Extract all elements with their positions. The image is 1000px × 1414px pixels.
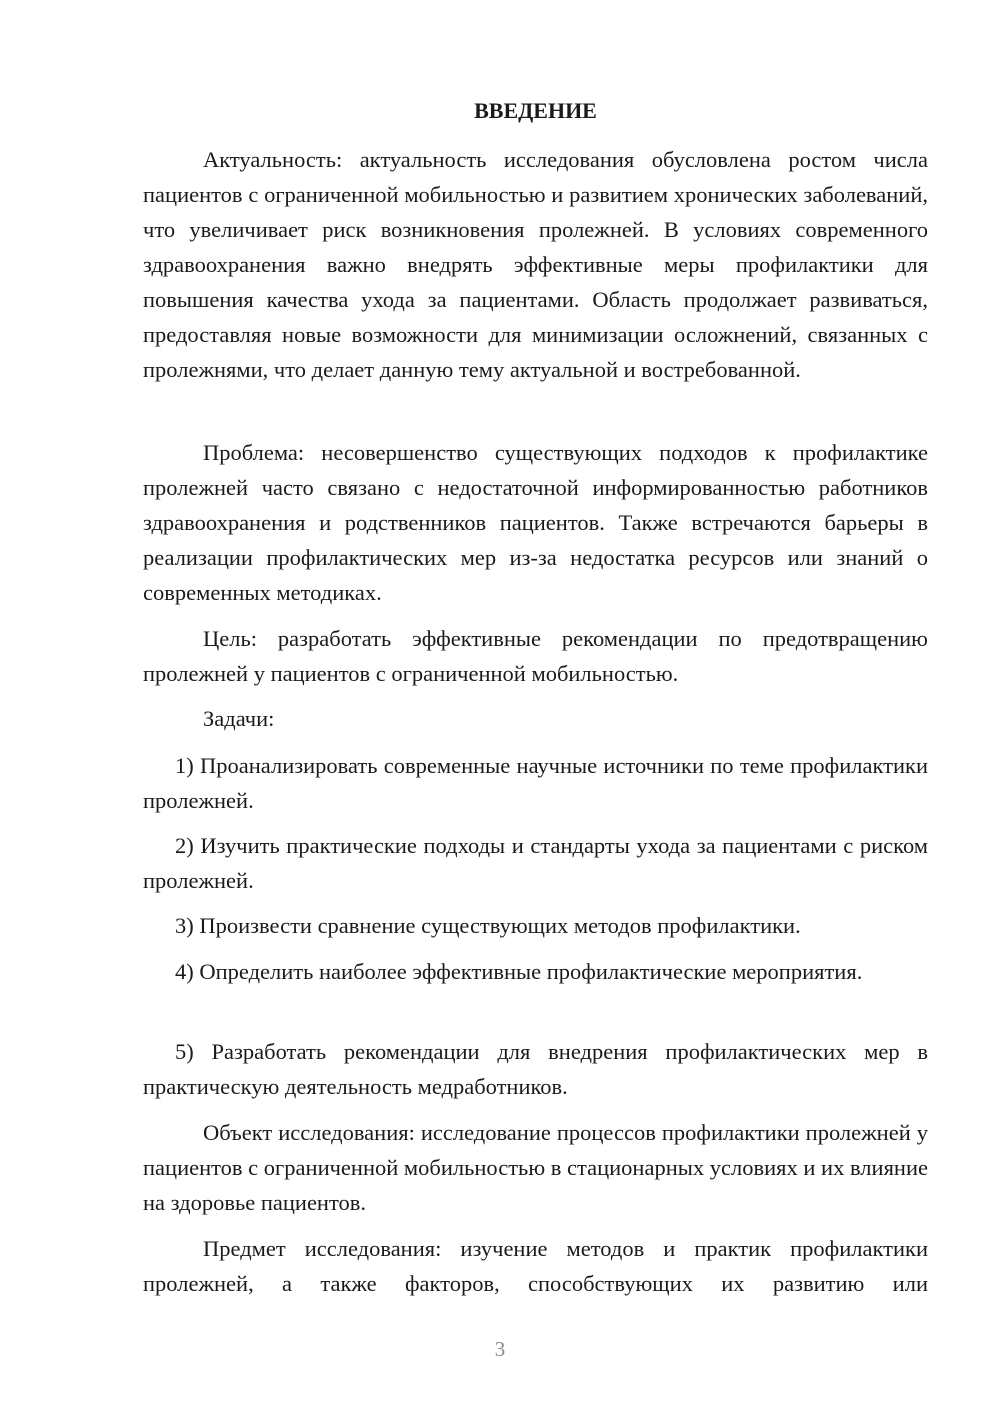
paragraph-relevance: Актуальность: актуальность исследования обусловлена ростом числа пациентов с ограниченной мобильностью и развитием хронических заболеваний, что увеличивает риск возникновения пролежней. В условиях современного здравоохранения важно внедрять эффективные меры профилактики для повышения качества ухода за пациентами. Область продолжает развиваться, предоставляя новые возможности для минимизации осложнений, связанных с пролежнями, что делает данную тему актуальной и востребованной. [143,147,928,382]
page-number: 3 [494,1337,506,1361]
task-item-2: 2) Изучить практические подходы и стандарты ухода за пациентами с риском пролежней. [143,833,928,893]
task-item-4: 4) Определить наиболее эффективные профилактические мероприятия. [175,959,863,984]
task-item-1: 1) Проанализировать современные научные источники по теме профилактики пролежней. [143,753,928,813]
paragraph-object: Объект исследования: исследование процессов профилактики пролежней у пациентов с ограниченной мобильностью в стационарных условиях и их влияние на здоровье пациентов. [143,1120,928,1215]
paragraph-problem: Проблема: несовершенство существующих подходов к профилактике пролежней часто связано с недостаточной информированностью работников здравоохранения и родственников пациентов. Также встречаются барьеры в реализации профилактических мер из-за недостатка ресурсов или знаний о современных методиках. [143,440,928,605]
task-item-3: 3) Произвести сравнение существующих методов профилактики. [175,913,801,938]
page-title: ВВЕДЕНИЕ [474,98,597,123]
paragraph-subject: Предмет исследования: изучение методов и практик профилактики пролежней, а также факторов, способствующих их развитию или [143,1236,928,1296]
task-item-5: 5) Разработать рекомендации для внедрения профилактических мер в практическую деятельность медработников. [143,1039,928,1099]
paragraph-goal: Цель: разработать эффективные рекомендации по предотвращению пролежней у пациентов с ограниченной мобильностью. [143,626,928,686]
paragraph-tasks-heading: Задачи: [203,706,275,731]
